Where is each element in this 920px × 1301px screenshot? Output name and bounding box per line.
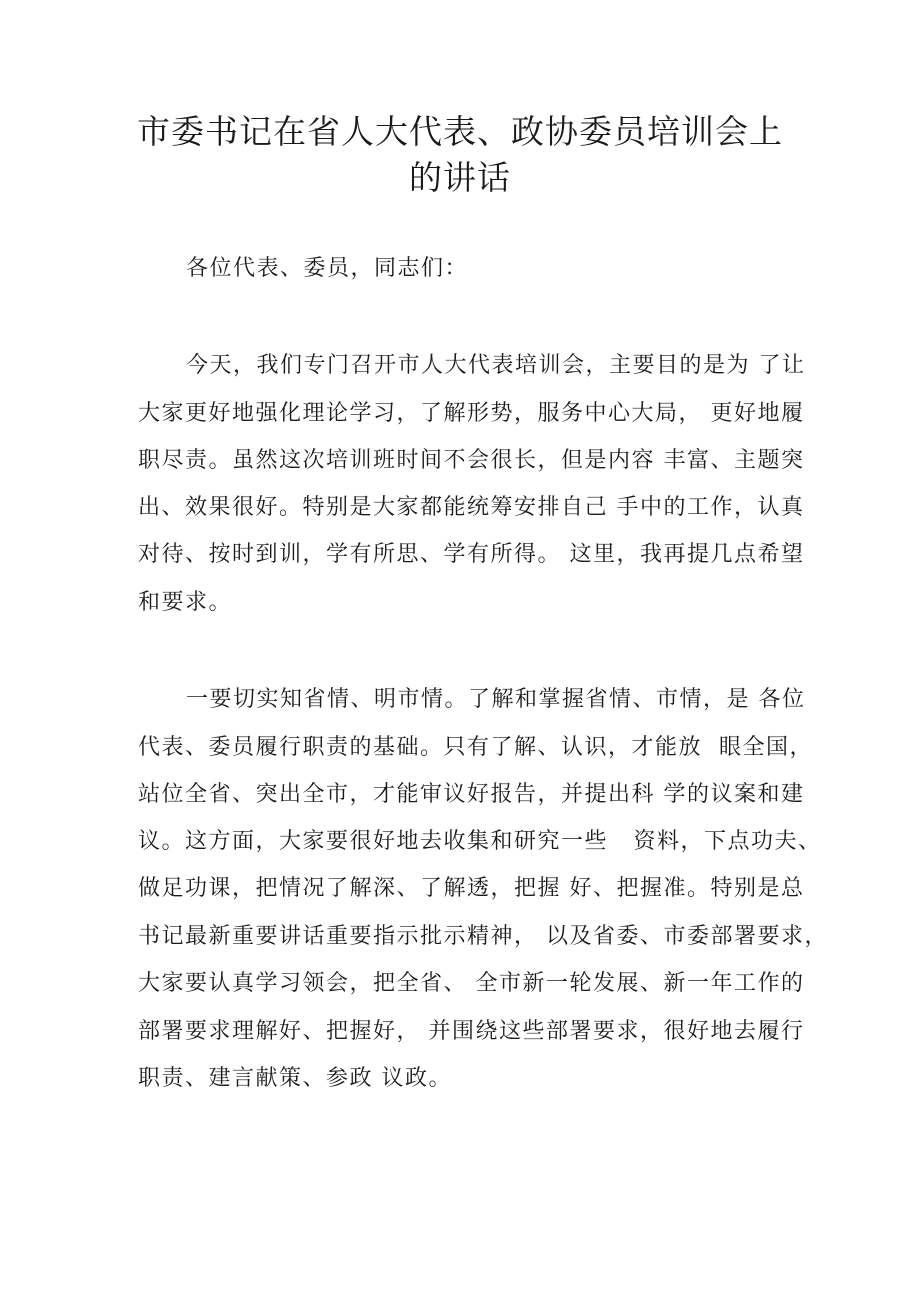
paragraph-2-line-5: 做足功课，把情况了解深、了解透，把握 好、把握准。特别是总 — [138, 876, 805, 901]
paragraph-1-line-3: 职尽责。虽然这次培训班时间不会很长，但是内容 丰富、主题突 — [138, 448, 805, 473]
paragraph-2-line-9: 职责、建言献策、参政 议政。 — [138, 1066, 452, 1091]
paragraph-2-line-8: 部署要求理解好、把握好， 并围绕这些部署要求，很好地去履行 — [138, 1019, 805, 1044]
paragraph-1-line-5: 对待、按时到训，学有所思、学有所得。 这里，我再提几点希望 — [138, 542, 805, 567]
document-title-line-2: 的讲话 — [409, 158, 511, 197]
paragraph-2-line-4: 议。这方面，大家要很好地去收集和研究一些 资料，下点功夫、 — [138, 829, 822, 854]
document-title-line-1: 市委书记在省人大代表、政协委员培训会上 — [137, 112, 783, 151]
paragraph-2-line-1: 一要切实知省情、明市情。了解和掌握省情、市情，是 各位 — [186, 687, 806, 712]
paragraph-1-line-4: 出、效果很好。特别是大家都能统筹安排自己 手中的工作，认真 — [138, 495, 805, 520]
paragraph-1-line-1: 今天，我们专门召开市人大代表培训会，主要目的是为 了让 — [186, 353, 806, 378]
paragraph-1-line-6: 和要求。 — [138, 590, 233, 615]
paragraph-1-line-2: 大家更好地强化理论学习，了解形势，服务中心大局， 更好地履 — [138, 401, 805, 426]
paragraph-2-line-2: 代表、委员履行职责的基础。只有了解、认识，才能放 眼全国， — [138, 735, 813, 760]
paragraph-2-line-3: 站位全省、突出全市，才能审议好报告，并提出科 学的议案和建 — [138, 782, 805, 807]
paragraph-2-line-7: 大家要认真学习领会，把全省、 全市新一轮发展、新一年工作的 — [138, 971, 805, 996]
paragraph-2-line-6: 书记最新重要讲话重要指示批示精神， 以及省委、市委部署要求， — [138, 924, 828, 949]
salutation: 各位代表、委员，同志们： — [186, 256, 469, 281]
